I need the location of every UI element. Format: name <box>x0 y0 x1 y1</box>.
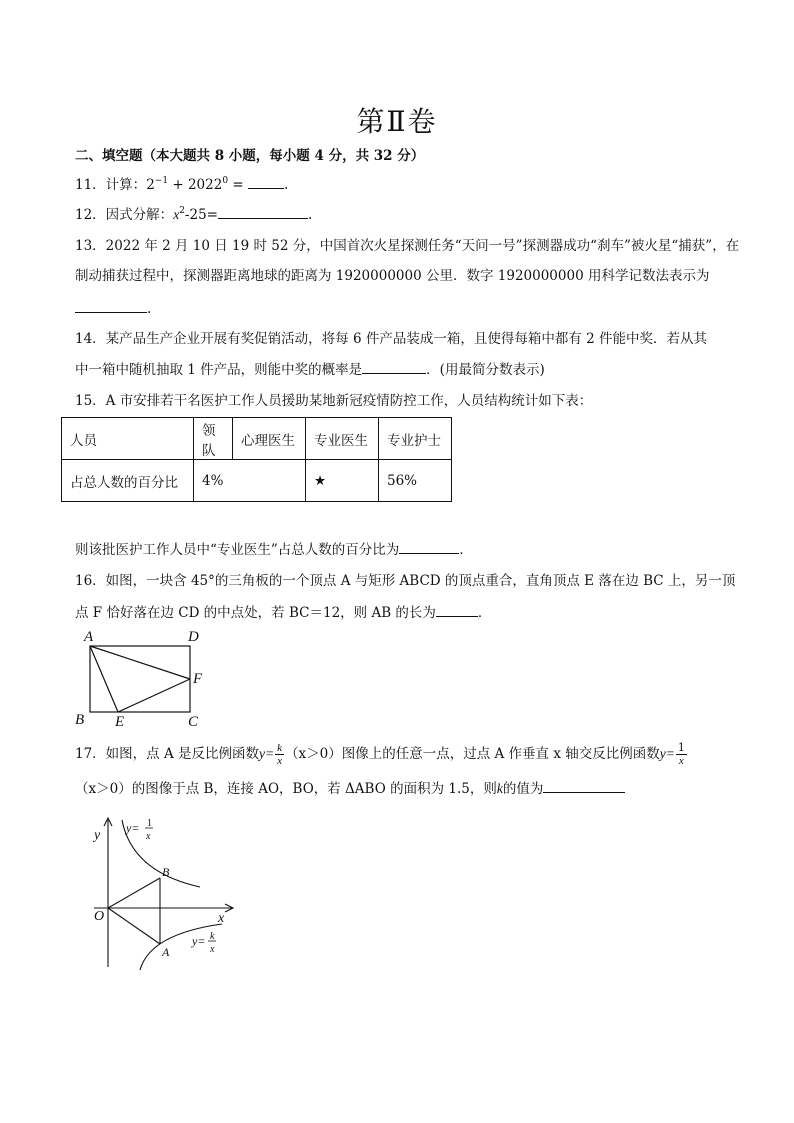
q17-fn-k: y= <box>259 746 275 761</box>
segment-oa <box>108 908 160 944</box>
label-a: A <box>162 945 170 959</box>
question-17-line2 <box>75 778 625 799</box>
q16-tail: ． <box>477 605 492 621</box>
q12-rest: -25= <box>184 207 218 223</box>
q12-exp: 2 <box>179 206 185 216</box>
question-15-intro: 15．A 市安排若干名医护工作人员援助某地新冠疫情防控工作，人员结构统计如下表： <box>75 393 593 409</box>
segment-ef <box>118 679 190 712</box>
q17-answer-blank[interactable] <box>543 778 625 793</box>
table-header-cell: 专业护士 <box>379 418 452 460</box>
table-cell: 56% <box>379 460 452 502</box>
label-b: B <box>75 712 85 728</box>
label-e: E <box>115 714 125 730</box>
question-14-line1: 14．某产品生产企业开展有奖促销活动，将每 6 件产品装成一箱，且使得每箱中都有 2 件能中奖．若从其 <box>75 331 708 347</box>
q17-text-d: 的值为 <box>502 781 544 797</box>
q17-k: k <box>496 781 503 796</box>
q11-end: = <box>228 177 244 193</box>
label-curve1: y= <box>126 821 140 835</box>
question-16-line2 <box>75 602 491 623</box>
label-f: F <box>193 671 203 687</box>
q14-answer-blank[interactable] <box>362 359 426 374</box>
q12-label: 12．因式分解： <box>75 207 174 223</box>
q11-label: 11．计算： <box>75 177 147 193</box>
table-header-cell: 人员 <box>62 418 194 460</box>
q14-text: 中一箱中随机抽取 1 件产品，则能中奖的概率是 <box>75 362 363 378</box>
fraction-k-over-x: $\frac{k}{x}$ <box>277 742 283 767</box>
table-header-row <box>62 418 452 460</box>
q12-answer-blank[interactable] <box>218 204 308 219</box>
q11-base: 2 <box>146 177 155 193</box>
question-12 <box>75 204 312 225</box>
question-13-line1: 13．2022 年 2 月 10 日 19 时 52 分，中国首次火星探测任务“天问一号”探测器成功“刹车”被火星“捕获”，在 <box>75 238 740 254</box>
label-curve2-num: k <box>210 931 215 942</box>
q14-tail: ．(用最简分数表示) <box>426 362 545 378</box>
label-origin: O <box>94 909 105 924</box>
q13-tail: . <box>147 301 152 317</box>
table-header-cell: 心理医生 <box>233 418 306 460</box>
q16-text: 点 F 恰好落在边 CD 的中点处，若 BC＝12，则 AB 的长为 <box>75 605 436 621</box>
q17-fn-1: y= <box>659 746 675 761</box>
segment-ob <box>108 878 160 908</box>
q12-var: x <box>173 207 180 222</box>
fraction-1-over-x: $\frac{1}{x}$ <box>677 741 685 767</box>
question-14-line2 <box>75 359 545 380</box>
q17-text-c: （x＞0）的图像于点 B，连接 AO，BO，若 ΔABO 的面积为 1.5，则 <box>75 781 497 797</box>
table-row-label: 占总人数的百分比 <box>62 460 194 502</box>
q17-text-b: （x＞0）图像上的任意一点，过点 A 作垂直 x 轴交反比例函数 <box>285 746 660 762</box>
question-11 <box>75 174 288 195</box>
segment-af <box>90 646 190 679</box>
table-header-cell: 专业医生 <box>306 418 379 460</box>
question-13-line2: 制动捕获过程中，探测器距离地球的距离为 1920000000 公里．数字 1920000000 用科学记数法表示为 <box>75 268 710 284</box>
q11-exp2: 0 <box>222 176 229 186</box>
table-row <box>62 460 452 502</box>
q15-answer-blank[interactable] <box>399 539 459 554</box>
table-header-cell: 领队 <box>194 418 233 460</box>
q16-answer-blank[interactable] <box>436 602 478 617</box>
label-curve1-den: x <box>146 831 151 842</box>
q11-answer-blank[interactable] <box>248 174 284 189</box>
label-d: D <box>188 629 199 645</box>
rectangle-figure <box>70 624 220 734</box>
q15-tail: ． <box>459 542 473 558</box>
q13-answer-blank[interactable] <box>75 298 147 313</box>
question-15-question <box>75 539 473 560</box>
question-16-line1: 16．如图，一块含 45°的三角板的一个顶点 A 与矩形 ABCD 的顶点重合，直角顶点 E 落在边 BC 上，另一顶 <box>75 573 736 589</box>
label-a: A <box>84 629 94 645</box>
page-title: 第Ⅱ卷 <box>356 105 438 138</box>
label-curve1-num: 1 <box>147 818 152 829</box>
segment-ae <box>90 646 118 712</box>
q11-exp1: −1 <box>154 176 169 186</box>
coordinate-figure <box>88 812 248 972</box>
question-17-line1 <box>75 742 688 767</box>
q15-text: 则该批医护工作人员中“专业医生”占总人数的百分比为 <box>75 542 400 558</box>
q12-tail: . <box>307 207 313 223</box>
label-x-axis: x <box>218 911 225 926</box>
q17-text-a: 17．如图，点 A 是反比例函数 <box>75 746 260 762</box>
question-13-line3 <box>75 298 151 319</box>
table-cell: ★ <box>306 460 379 502</box>
personnel-table <box>61 417 452 502</box>
table-cell: 4% <box>194 460 306 502</box>
label-b: B <box>162 865 170 879</box>
q11-tail: . <box>283 177 289 193</box>
section-heading: 二、填空题（本大题共 8 小题，每小题 4 分，共 32 分） <box>75 148 425 164</box>
q11-mid: + 2022 <box>168 177 223 193</box>
label-curve2-den: x <box>210 944 215 955</box>
label-y-axis: y <box>94 828 101 843</box>
label-c: C <box>188 714 199 730</box>
label-curve2: y= <box>192 934 206 948</box>
